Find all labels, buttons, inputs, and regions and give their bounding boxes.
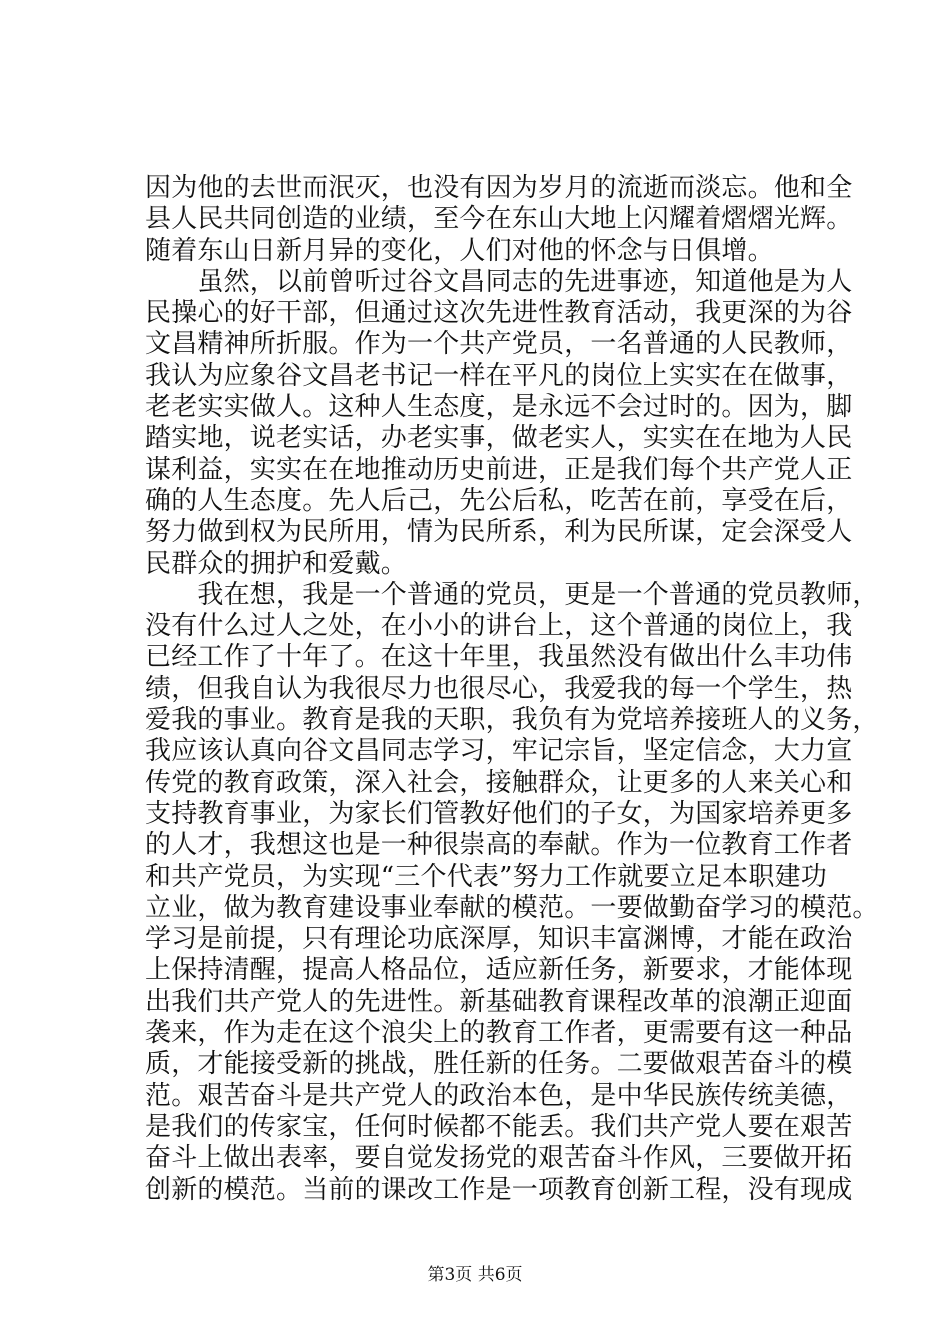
text-line: 虽然，以前曾听过谷文昌同志的先进事迹，知道他是为人 (145, 266, 853, 297)
text-line: 随着东山日新月异的变化，人们对他的怀念与日俱增。 (145, 235, 774, 266)
text-line: 确的人生态度。先人后己，先公后私，吃苦在前，享受在后， (145, 485, 853, 516)
text-line: 我认为应象谷文昌老书记一样在平凡的岗位上实实在在做事， (145, 360, 853, 391)
text-line: 我在想，我是一个普通的党员，更是一个普通的党员教师， (145, 579, 879, 610)
text-line: 质，才能接受新的挑战，胜任新的任务。二要做艰苦奋斗的模 (145, 1049, 853, 1080)
text-line: 老老实实做人。这种人生态度，是永远不会过时的。因为，脚 (145, 392, 853, 423)
text-line: 是我们的传家宝，任何时候都不能丢。我们共产党人要在艰苦 (145, 1111, 853, 1142)
text-line: 范。艰苦奋斗是共产党人的政治本色，是中华民族传统美德， (145, 1080, 853, 1111)
text-line: 学习是前提，只有理论功底深厚，知识丰富渊博，才能在政治 (145, 924, 853, 955)
page-number-footer: 第3页 共6页 (427, 1265, 523, 1285)
text-line: 因为他的去世而泯灭，也没有因为岁月的流逝而淡忘。他和全 (145, 173, 853, 203)
text-line: 文昌精神所折服。作为一个共产党员，一名普通的人民教师， (145, 329, 853, 360)
text-line: 踏实地，说老实话，办老实事，做老实人，实实在在地为人民 (145, 423, 853, 454)
text-line: 爱我的事业。教育是我的天职，我负有为党培养接班人的义务， (145, 705, 879, 736)
text-line: 努力做到权为民所用，情为民所系，利为民所谋，定会深受人 (145, 517, 853, 548)
document-body (145, 173, 879, 1206)
text-line: 和共产党员，为实现“三个代表”努力工作就要立足本职建功 (145, 861, 827, 892)
text-line: 立业，做为教育建设事业奉献的模范。一要做勤奋学习的模范。 (145, 892, 879, 923)
text-line: 我应该认真向谷文昌同志学习，牢记宗旨，坚定信念，大力宣 (145, 736, 853, 767)
text-line: 已经工作了十年了。在这十年里，我虽然没有做出什么丰功伟 (145, 642, 853, 673)
text-line: 创新的模范。当前的课改工作是一项教育创新工程，没有现成 (145, 1174, 853, 1205)
text-line: 民群众的拥护和爱戴。 (145, 548, 408, 579)
text-line: 民操心的好干部，但通过这次先进性教育活动，我更深的为谷 (145, 298, 853, 329)
text-line: 支持教育事业，为家长们管教好他们的子女，为国家培养更多 (145, 798, 853, 829)
text-line: 传党的教育政策，深入社会，接触群众，让更多的人来关心和 (145, 767, 853, 798)
text-line: 谋利益，实实在在地推动历史前进，正是我们每个共产党人正 (145, 454, 853, 485)
text-line: 上保持清醒，提高人格品位，适应新任务，新要求，才能体现 (145, 955, 853, 986)
text-line: 奋斗上做出表率，要自觉发扬党的艰苦奋斗作风，三要做开拓 (145, 1143, 853, 1174)
text-line: 县人民共同创造的业绩，至今在东山大地上闪耀着熠熠光辉。 (145, 204, 853, 235)
text-line: 绩，但我自认为我很尽力也很尽心，我爱我的每一个学生，热 (145, 673, 853, 704)
text-line: 的人才，我想这也是一种很崇高的奉献。作为一位教育工作者 (145, 830, 853, 861)
text-line: 袭来，作为走在这个浪尖上的教育工作者，更需要有这一种品 (145, 1018, 853, 1049)
text-line: 出我们共产党人的先进性。新基础教育课程改革的浪潮正迎面 (145, 986, 853, 1017)
text-line: 没有什么过人之处，在小小的讲台上，这个普通的岗位上，我 (145, 611, 853, 642)
